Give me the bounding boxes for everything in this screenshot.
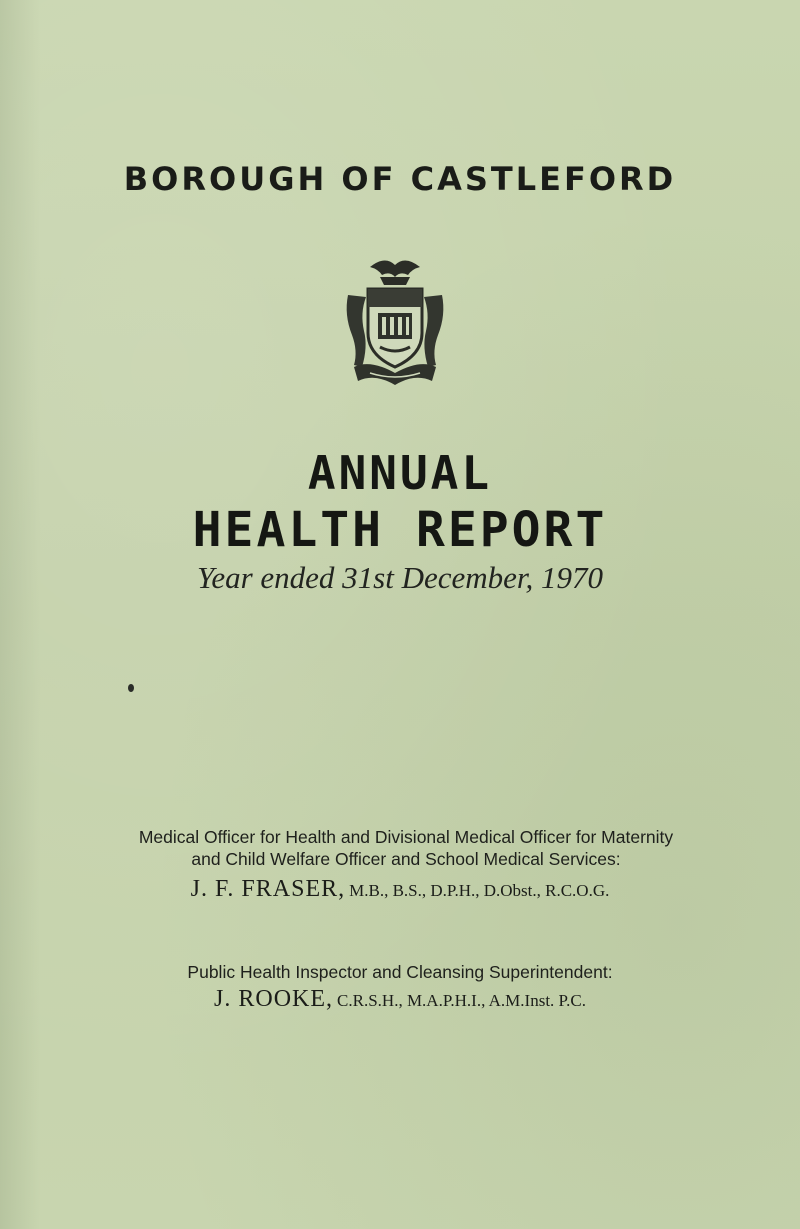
medical-officer-qualifications: M.B., B.S., D.P.H., D.Obst., R.C.O.G.: [349, 881, 610, 900]
report-title-line-1: ANNUAL: [307, 446, 493, 500]
borough-heading: BOROUGH OF CASTLEFORD: [123, 160, 677, 198]
inspector-qualifications: C.R.S.H., M.A.P.H.I., A.M.Inst. P.C.: [337, 991, 586, 1010]
report-title-line-2: HEALTH REPORT: [192, 502, 608, 558]
report-year-subtitle: Year ended 31st December, 1970: [196, 560, 604, 595]
medical-officer-role: Medical Officer for Health and Divisional Medical Officer for Maternity and Child Welfare Officer and School Medical Services:: [138, 827, 674, 869]
medical-officer-name: J. F. FRASER,: [190, 876, 346, 902]
inspector-name: J. ROOKE,: [214, 986, 334, 1012]
medical-officer-name-line: [0, 876, 800, 903]
inspector-name-line: [0, 986, 800, 1013]
coat-of-arms-icon: [340, 255, 450, 390]
paper-speck: [128, 684, 134, 692]
inspector-role: Public Health Inspector and Cleansing Superintendent:: [187, 962, 613, 982]
